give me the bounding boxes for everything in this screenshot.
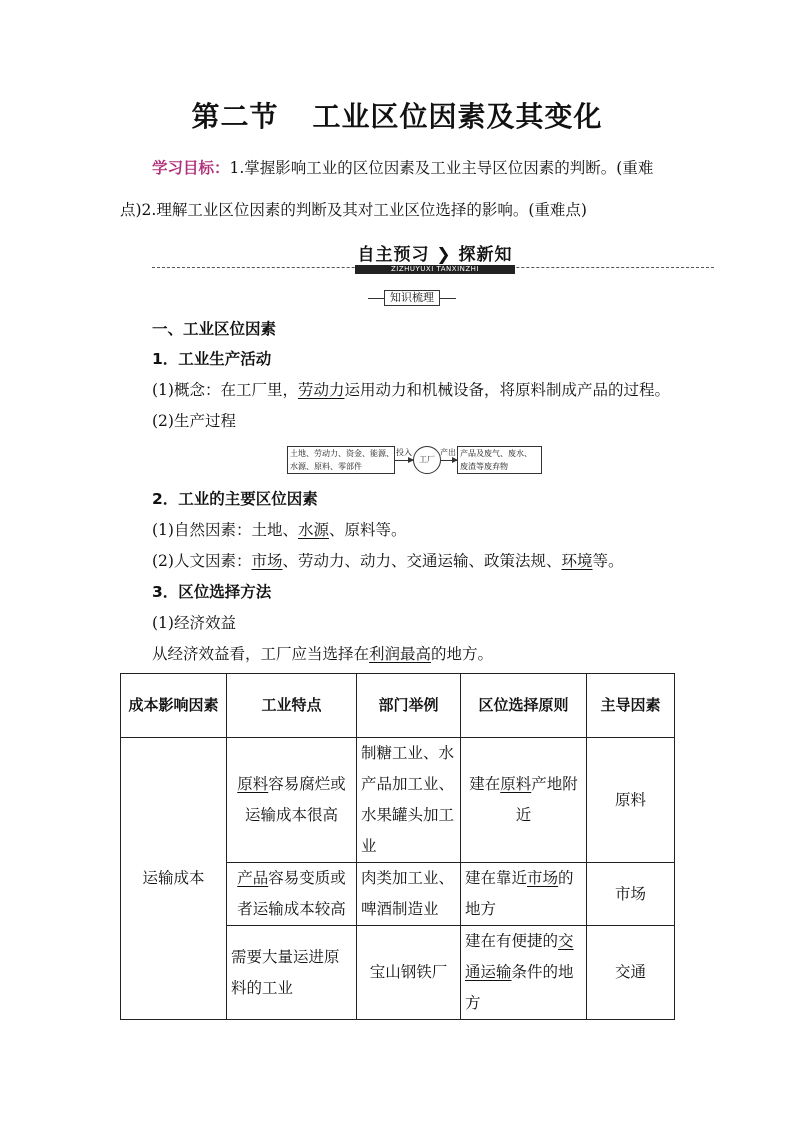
production-flow-diagram bbox=[287, 445, 544, 475]
output-arrow bbox=[441, 460, 457, 461]
header-dominant-factor: 主导因素 bbox=[587, 674, 675, 738]
location-cost-table bbox=[120, 673, 675, 1020]
header-feature: 工业特点 bbox=[227, 674, 357, 738]
economic-benefit-line: 从经济效益看，工厂应当选择在利润最高的地方。 bbox=[152, 645, 494, 663]
process-label: (2)生产过程 bbox=[152, 412, 236, 430]
factor-cell: 原料 bbox=[587, 738, 675, 863]
answer-environment: 环境 bbox=[561, 552, 593, 570]
human-factors: (2)人文因素：市场、劳动力、动力、交通运输、政策法规、环境等。 bbox=[152, 552, 624, 570]
page-title bbox=[0, 95, 794, 135]
factor-cell: 市场 bbox=[587, 863, 675, 926]
learning-goal-label: 学习目标： bbox=[152, 159, 230, 177]
input-label: 投入 bbox=[396, 448, 412, 457]
group-transport-cost: 运输成本 bbox=[121, 738, 227, 1020]
answer-labor: 劳动力 bbox=[297, 381, 345, 399]
example-cell: 制糖工业、水产品加工业、水果罐头加工业 bbox=[357, 738, 461, 863]
learning-goal-line2: 点)2.理解工业区位因素的判断及其对工业区位选择的影响。(重难点) bbox=[120, 201, 587, 219]
banner-title: 自主预习 ❯ 探新知 bbox=[355, 240, 515, 264]
output-label: 产出 bbox=[440, 448, 456, 457]
header-cost-factor: 成本影响因素 bbox=[121, 674, 227, 738]
heading-1-2: 2．工业的主要区位因素 bbox=[152, 490, 318, 508]
principle-cell: 建在原料产地附近 bbox=[461, 738, 587, 863]
feature-cell: 原料容易腐烂或运输成本很高 bbox=[227, 738, 357, 863]
heading-1-1: 1．工业生产活动 bbox=[152, 350, 272, 368]
principle-cell: 建在有便捷的交通运输条件的地方 bbox=[461, 926, 587, 1020]
concept-line: (1)概念：在工厂里，劳动力运用动力和机械设备，将原料制成产品的过程。 bbox=[152, 381, 670, 399]
example-cell: 肉类加工业、啤酒制造业 bbox=[357, 863, 461, 926]
learning-goal-line1: 学习目标：1.掌握影响工业的区位因素及工业主导区位因素的判断。(重难 bbox=[152, 159, 654, 177]
answer-max-profit: 利润最高 bbox=[369, 645, 432, 663]
banner-subtitle: ZIZHUYUXI TANXINZHI bbox=[355, 265, 515, 274]
factory-node: 工厂 bbox=[413, 446, 441, 474]
knowledge-tag bbox=[368, 290, 456, 306]
header-example: 部门举例 bbox=[357, 674, 461, 738]
answer-water: 水源 bbox=[297, 521, 329, 539]
knowledge-tag-label: 知识梳理 bbox=[384, 290, 440, 306]
principle-cell: 建在靠近市场的地方 bbox=[461, 863, 587, 926]
output-box: 产品及废气、废水、 废渣等废弃物 bbox=[457, 446, 542, 474]
section-name: 工业区位因素及其变化 bbox=[312, 100, 603, 133]
section-banner bbox=[152, 240, 714, 274]
heading-1-3: 3．区位选择方法 bbox=[152, 583, 272, 601]
input-box: 土地、劳动力、资金、能源、 水源、原料、零部件 bbox=[287, 446, 395, 474]
natural-factors: (1)自然因素：土地、水源、原料等。 bbox=[152, 521, 407, 539]
input-arrow bbox=[395, 460, 413, 461]
section-number: 第二节 bbox=[191, 100, 279, 133]
factor-cell: 交通 bbox=[587, 926, 675, 1020]
example-cell: 宝山钢铁厂 bbox=[357, 926, 461, 1020]
heading-1: 一、工业区位因素 bbox=[152, 320, 277, 338]
feature-cell: 产品容易变质或者运输成本较高 bbox=[227, 863, 357, 926]
header-principle: 区位选择原则 bbox=[461, 674, 587, 738]
answer-market: 市场 bbox=[251, 552, 283, 570]
economic-benefit-label: (1)经济效益 bbox=[152, 614, 236, 632]
table-header-row bbox=[121, 674, 675, 738]
feature-cell: 需要大量运进原料的工业 bbox=[227, 926, 357, 1020]
table-row bbox=[121, 738, 675, 863]
